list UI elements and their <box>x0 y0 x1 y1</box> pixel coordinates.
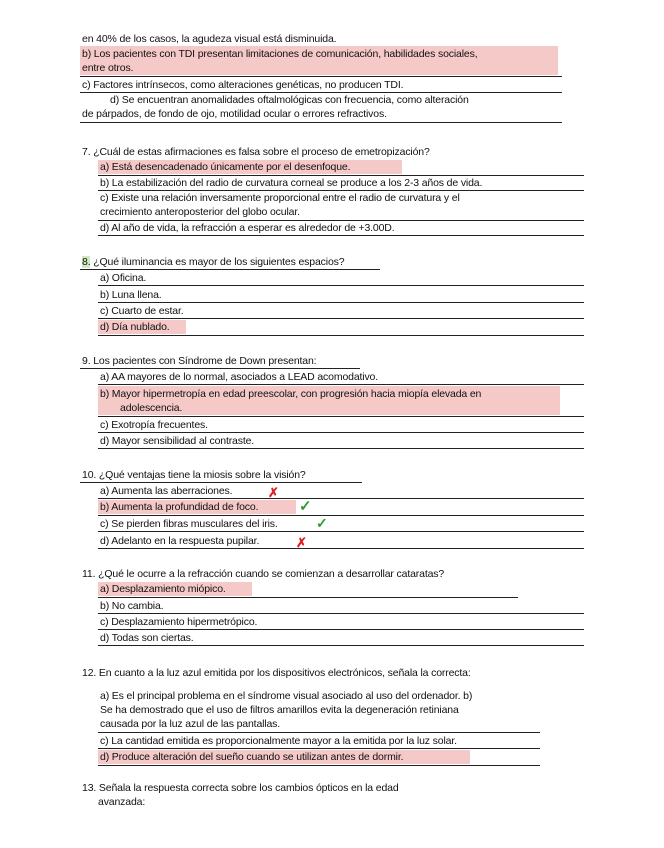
rule <box>98 531 584 532</box>
rule <box>98 432 584 433</box>
wrong-mark-icon: ✗ <box>268 485 279 500</box>
rule <box>98 175 584 176</box>
q11-title: 11. ¿Qué le ocurre a la refracción cuando se comienzan a desarrollar cataratas? <box>82 568 445 580</box>
rule <box>98 515 584 516</box>
q10-option-c: c) Se pierden fibras musculares del iris. <box>100 518 278 530</box>
q10-title: 10. ¿Qué ventajas tiene la miosis sobre la visión? <box>82 469 306 481</box>
check-mark-icon: ✓ <box>316 515 328 531</box>
q8-option-d: d) Día nublado. <box>100 321 170 333</box>
q10-option-b: b) Aumenta la profundidad de foco. <box>100 501 259 513</box>
q12-option-ab-line2: Se ha demostrado que el uso de filtros amarillos evita la degeneración retiniana <box>100 704 459 716</box>
wrong-mark-icon: ✗ <box>296 535 307 550</box>
rule <box>98 613 584 614</box>
rule <box>98 220 584 221</box>
rule <box>98 748 540 749</box>
check-mark-icon: ✓ <box>299 498 312 515</box>
rule <box>80 269 380 270</box>
intro-line-a: en 40% de los casos, la agudeza visual está disminuida. <box>82 33 337 45</box>
rule <box>98 732 540 733</box>
q7-option-c-line1: c) Existe una relación inversamente proporcional entre el radio de curvatura y el <box>100 192 460 204</box>
rule <box>98 235 584 236</box>
rule <box>80 368 360 369</box>
rule <box>98 765 540 766</box>
q12-option-ab-line1: a) Es el principal problema en el síndrome visual asociado al uso del ordenador. b) <box>100 690 473 702</box>
rule <box>98 597 518 598</box>
q7-option-d: d) Al año de vida, la refracción a esperar es alrededor de +3.00D. <box>100 222 395 234</box>
intro-option-d-line1: d) Se encuentran anomalidades oftalmológicas con frecuencia, como alteración <box>110 94 469 106</box>
intro-option-b-line2: entre otros. <box>82 62 134 74</box>
rule <box>98 318 584 319</box>
q12-option-ab-line3: causada por la luz azul de las pantallas. <box>100 718 281 730</box>
q7-option-a: a) Está desencadenado únicamente por el desenfoque. <box>100 161 351 173</box>
rule <box>80 92 562 93</box>
q12-title: 12. En cuanto a la luz azul emitida por los dispositivos electrónicos, señala la correcta: <box>82 667 471 679</box>
q7-title: 7. ¿Cuál de estas afirmaciones es falsa sobre el proceso de emetropización? <box>82 146 430 158</box>
rule <box>98 190 584 191</box>
intro-option-c: c) Factores intrínsecos, como alteraciones genéticas, no producen TDI. <box>82 79 404 91</box>
rule <box>98 285 584 286</box>
intro-option-d-line2: de párpados, de fondo de ojo, motilidad ocular o errores refractivos. <box>82 108 387 120</box>
rule <box>98 629 584 630</box>
q8-option-c: c) Cuarto de estar. <box>100 305 184 317</box>
q9-option-d: d) Mayor sensibilidad al contraste. <box>100 435 255 447</box>
q11-option-c: c) Desplazamiento hipermetrópico. <box>100 616 258 628</box>
q8-title-text: ¿Qué iluminancia es mayor de los siguientes espacios? <box>90 256 345 268</box>
q11-option-d: d) Todas son ciertas. <box>100 632 194 644</box>
q12-option-d: d) Produce alteración del sueño cuando se utilizan antes de dormir. <box>100 751 404 763</box>
q8-option-b: b) Luna llena. <box>100 289 162 301</box>
q9-option-a: a) AA mayores de lo normal, asociados a LEAD acomodativo. <box>100 371 379 383</box>
q13-title-line1: 13. Señala la respuesta correcta sobre los cambios ópticos en la edad <box>82 782 399 794</box>
q11-option-b: b) No cambia. <box>100 600 164 612</box>
rule <box>98 335 584 336</box>
q10-option-a: a) Aumenta las aberraciones. <box>100 485 233 497</box>
rule <box>98 416 584 417</box>
q9-option-c: c) Exotropía frecuentes. <box>100 419 208 431</box>
q8-option-a: a) Oficina. <box>100 272 147 284</box>
rule <box>80 122 562 123</box>
q7-option-b: b) La estabilización del radio de curvatura corneal se produce a los 2-3 años de vida. <box>100 177 483 189</box>
q12-option-c: c) La cantidad emitida es proporcionalmente mayor a la emitida por la luz solar. <box>100 735 457 747</box>
q11-option-a: a) Desplazamiento miópico. <box>100 583 226 595</box>
rule <box>80 76 562 77</box>
rule <box>98 448 584 449</box>
rule <box>98 645 584 646</box>
q8-title <box>82 256 344 269</box>
rule <box>98 498 584 499</box>
q10-option-d: d) Adelanto en la respuesta pupilar. <box>100 535 260 547</box>
q9-title: 9. Los pacientes con Síndrome de Down presentan: <box>82 355 317 367</box>
rule <box>98 302 584 303</box>
rule <box>98 548 584 549</box>
intro-option-b-line1: b) Los pacientes con TDI presentan limitaciones de comunicación, habilidades sociales, <box>82 48 478 60</box>
q9-option-b-line1: b) Mayor hipermetropía en edad preescolar, con progresión hacia miopía elevada en <box>100 388 482 400</box>
rule <box>80 482 362 483</box>
rule <box>98 384 584 385</box>
q13-title-line2: avanzada: <box>98 796 146 808</box>
q9-option-b-line2: adolescencia. <box>120 402 183 414</box>
q7-option-c-line2: crecimiento anteroposterior del globo ocular. <box>100 206 300 218</box>
q8-number: 8. <box>82 256 91 268</box>
